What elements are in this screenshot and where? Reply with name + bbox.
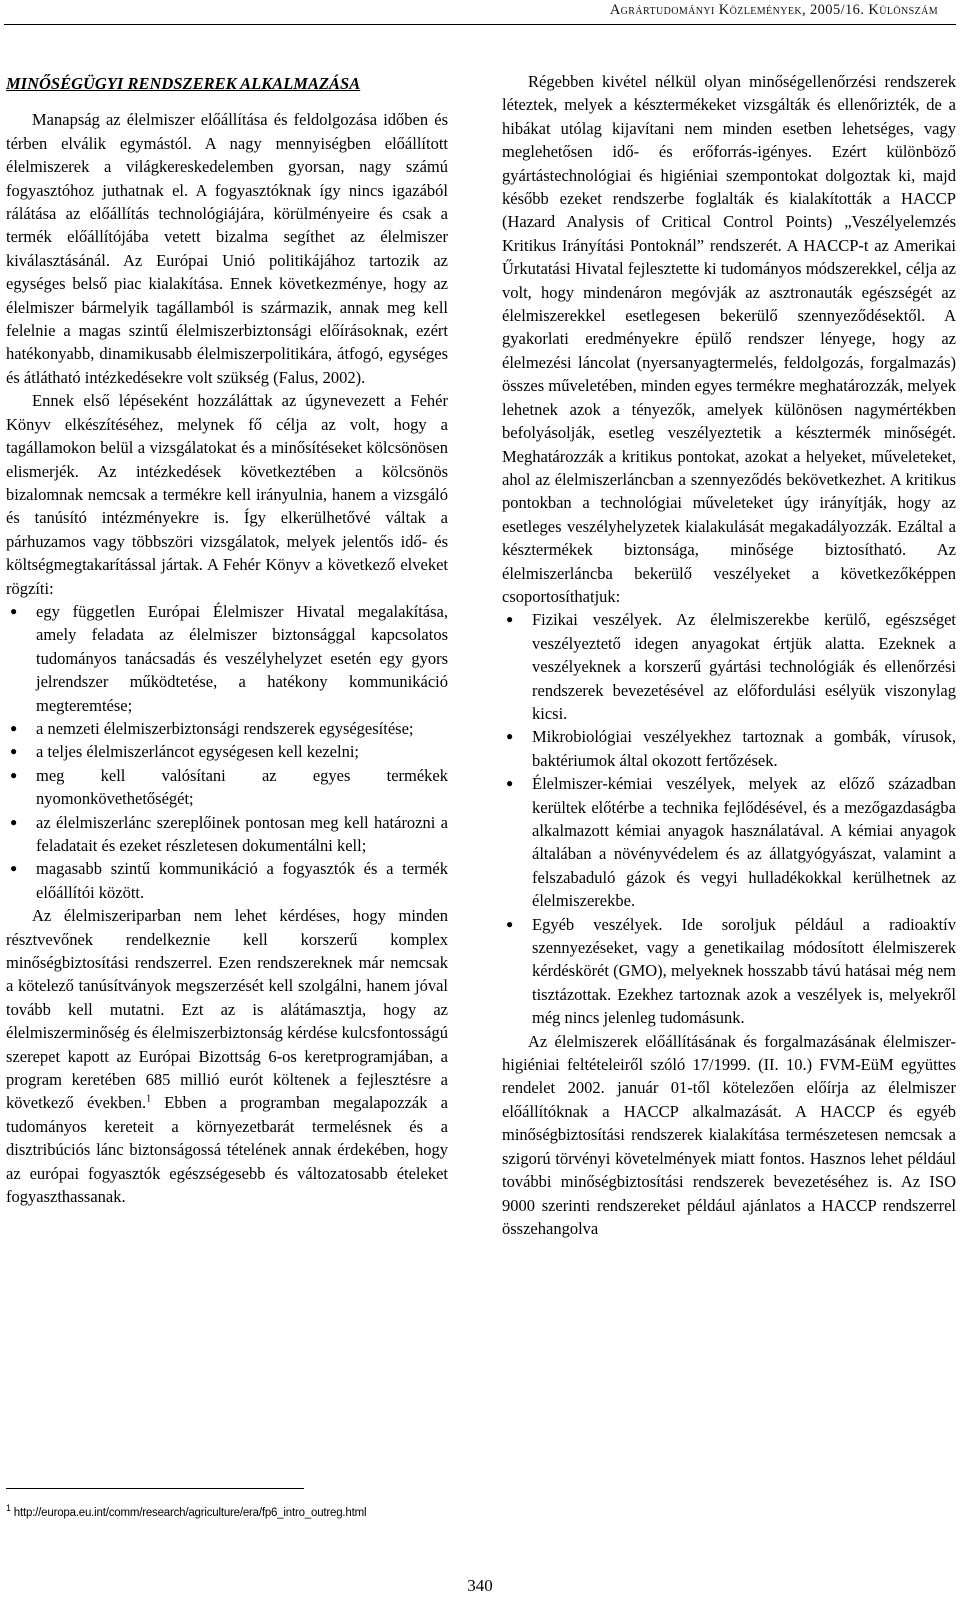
paragraph-text: Ebben a programban megalapozzák a tudományos kereteit a környezetbarát termelésnek és a disztribúciós lánc biztonságossá tételének annak érdekében, hogy az európai fogyasztók egészségesebb és változatosabb ételeket fogyaszthassanak. bbox=[6, 1093, 448, 1207]
footnote-rule bbox=[6, 1488, 304, 1489]
section-title: MINŐSÉGÜGYI RENDSZEREK ALKALMAZÁSA bbox=[6, 74, 361, 93]
list-item: ● a teljes élelmiszerláncot egységesen kell kezelni; bbox=[6, 740, 448, 763]
footnote-url[interactable]: http://europa.eu.int/comm/research/agriculture/era/fp6_intro_outreg.html bbox=[10, 1507, 367, 1519]
list-item: ● Élelmiszer-kémiai veszélyek, melyek az előző században kerültek előtérbe a technika fejlődésével, és a mezőgazdaságba alkalmazott kémiai anyagok használatával. A kémiai anyagok általában a növényvédelem és az állatgyógyászat, valamint a felszabaduló gázok és vegyi hulladékokkal kerülhetnek az élelmiszerekbe. bbox=[502, 772, 956, 912]
list-item: ● az élelmiszerlánc szereplőinek pontosan meg kell határozni a feladatait és ezeket részletesen dokumentálni kell; bbox=[6, 811, 448, 858]
left-column bbox=[6, 70, 448, 1209]
list-item: ● Mikrobiológiai veszélyekhez tartoznak a gombák, vírusok, baktériumok által okozott fertőzések. bbox=[502, 725, 956, 772]
paragraph: Régebben kivétel nélkül olyan minőségellenőrzési rendszerek léteztek, melyek a késztermékeket vizsgálták és ellenőrizték, de a hibákat utólag kijavítani nem minden esetben lehetséges, vagy meglehetősen idő- és erőforrás-igényes. Ezért különböző gyártástechnológiai és higiéniai szempontokat dolgoztak ki, majd később ezeket rendszerbe foglalták és kialakították a HACCP (Hazard Analysis of Critical Control Points) „Veszélyelemzés Kritikus Irányítási Pontoknál” rendszerét. A HACCP-t az Amerikai Űrkutatási Hivatal fejlesztette ki tudományos módszerekkel, célja az volt, hogy mindenáron megóvják az asztronauták egészségét az élelmiszerekkel esetlegesen bekerülő szennyeződésektől. A gyakorlati eredményekre épülő rendszer lényege, hogy az élelmezési láncolat (nyersanyagtermelés, feldolgozás, forgalmazás) összes műveletében, minden egyes termékre meghatározzák, melyek lehetnek azok a tényezők, amelyek különösen nagymértékben befolyásolják, esetleg veszélyeztetik a késztermék minőségét. Meghatározzák a kritikus pontokat, azokat a helyeket, műveleteket, ahol az élelmiszerláncban a szennyeződés bekövetkezhet. A kritikus pontokban a technológiai műveleteket úgy irányítják, hogy az esetleges veszélyhelyzetek kialakulását megakadályozzák. Ezáltal a késztermékek biztonsága, minősége biztosítható. Az élelmiszerláncba bekerülő veszélyeket a következőképpen csoportosíthatjuk: bbox=[502, 72, 956, 606]
list-item: ● Egyéb veszélyek. Ide soroljuk például a radioaktív szennyezéseket, vagy a genetikailag módosított élelmiszerek kérdéskörét (GMO), melyeknek hosszabb távú hatásai még nem tisztázottak. Ezekhez tartoznak azok a veszélyek is, melyekről még nincs jelenleg tudomásunk. bbox=[502, 913, 956, 1030]
footnote-reference[interactable]: 1 bbox=[146, 1093, 152, 1105]
header-rule bbox=[4, 24, 956, 25]
hazards-list bbox=[502, 608, 956, 1029]
list-item: ● egy független Európai Élelmiszer Hivatal megalakítása, amely feladata az élelmiszer biztonsággal kapcsolatos tudományos tanácsadás és veszélyhelyzet esetén egy gyors jelrendszer működtetése, a hatékony kommunikáció megteremtése; bbox=[6, 600, 448, 717]
right-column bbox=[502, 70, 956, 1240]
paragraph-text: Az élelmiszeriparban nem lehet kérdéses, hogy minden résztvevőnek rendelkeznie kell korszerű komplex minőségbiztosítási rendszerrel. Ezen rendszereknek már nemcsak a kötelező tanúsítványok megszerzését kell szolgálni, hanem jóval tovább kell mutatni. Ezt az is alátámasztja, hogy az élelmiszerminőség és élelmiszerbiztonság kérdése kulcsfontosságú szerepet kapott az Európai Bizottság 6-os keretprogramjában, a program keretében 685 millió eurót költenek a fejlesztésre a következő években. bbox=[6, 906, 448, 1113]
page-number: 340 bbox=[467, 1576, 493, 1595]
running-header: Agrártudományi Közlemények, 2005/16. Különszám bbox=[609, 2, 938, 18]
list-item: ● a nemzeti élelmiszerbiztonsági rendszerek egységesítése; bbox=[6, 717, 448, 740]
paragraph bbox=[6, 904, 448, 1208]
paragraph: Az élelmiszerek előállításának és forgalmazásának élelmiszer-higiéniai feltételeiről szóló 17/1999. (II. 10.) FVM-EüM együttes rendelet 2002. január 01-től kötelezően előírja az élelmiszer előállítóknak a HACCP alkalmazását. A HACCP és egyéb minőségbiztosítási rendszerek kialakítása természetesen nemcsak a szigorú törvényi követelmények miatt fontos. Hasznos lehet például további minőségbiztosítási rendszerek bevezetéséhez is. Az ISO 9000 szerinti rendszereket például ajánlatos a HACCP rendszerrel összehangolva bbox=[502, 1031, 956, 1238]
list-item: ● magasabb szintű kommunikáció a fogyasztók és a termék előállítói között. bbox=[6, 857, 448, 904]
paragraph: Ennek első lépéseként hozzáláttak az úgynevezett a Fehér Könyv elkészítéséhez, melynek fő célja az volt, hogy a tagállamokon belül a vizsgálatokat és a minősítéseket kölcsönösen elismerjék. Az intézkedések következtében a kölcsönös bizalomnak nemcsak a termékre kell irányulnia, hanem a vizsgáló és tanúsító intézményekre is. Így elkerülhetővé váltak a párhuzamos vagy többszöri vizsgálatok, melyek jelentős idő- és költségmegtakarítással jártak. A Fehér Könyv a következő elveket rögzíti: bbox=[6, 391, 448, 598]
footnote bbox=[6, 1503, 367, 1519]
list-item: ● Fizikai veszélyek. Az élelmiszerekbe kerülő, egészséget veszélyeztető idegen anyagokat értjük alatta. Ezeknek a veszélyeknek a korszerű gyártási technológiák és ellenőrzési rendszerek bevezetésével az előfordulási esélyük viszonylag kicsi. bbox=[502, 608, 956, 725]
paragraph: Manapság az élelmiszer előállítása és feldolgozása időben és térben elválik egymástól. A nagy mennyiségben előállított élelmiszerek a világkereskedelemben gyorsan, nagy számú fogyasztóhoz juthatnak el. A fogyasztóknak így nincs igazából rálátása az előállítás technológiájára, körülményeire és csak a termék előállítójába vetett bizalma segíthet az élelmiszer kiválasztásánál. Az Európai Unió politikájához tartozik az egységes belső piac kialakítása. Ennek következménye, hogy az élelmiszer bármelyik tagállamból is származik, annak meg kell felelnie a magas szintű élelmiszerbiztonsági előírásoknak, ezért hatékonyabb, dinamikusabb élelmiszerpolitikára, átfogó, egységes és átlátható intézkedésekre volt szükség (Falus, 2002). bbox=[6, 110, 448, 387]
principles-list bbox=[6, 600, 448, 904]
list-item: ● meg kell valósítani az egyes termékek nyomonkövethetőségét; bbox=[6, 764, 448, 811]
footnote-marker: 1 bbox=[6, 1503, 11, 1514]
